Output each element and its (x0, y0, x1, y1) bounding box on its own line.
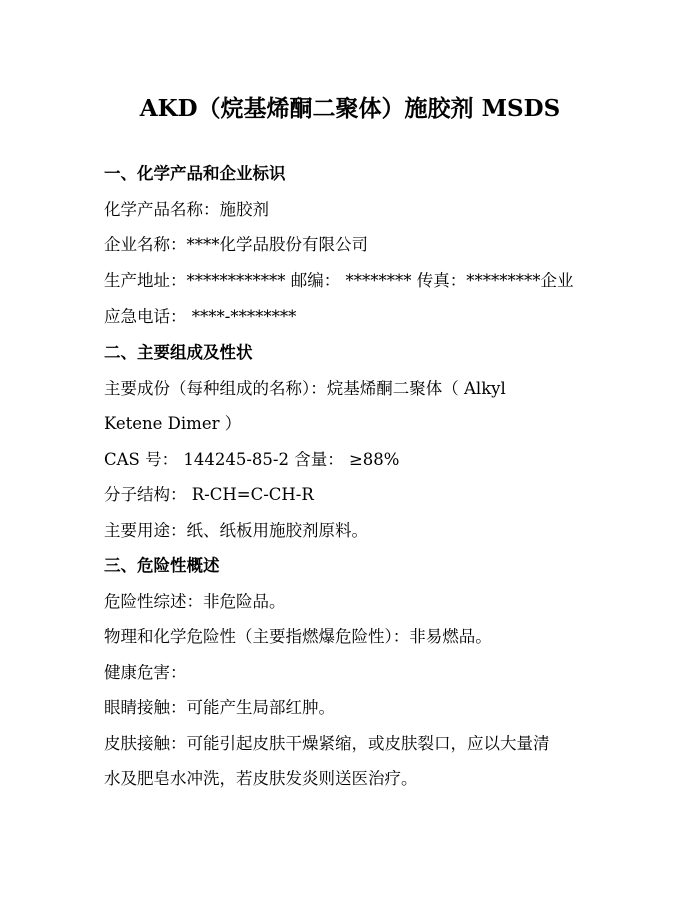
health-hazard-line: 健康危害： (104, 663, 187, 682)
emergency-phone-line: 应急电话： ****-******** (104, 307, 297, 326)
composition-line-1: 主要成份（每种组成的名称）：烷基烯酮二聚体（ Alkyl (104, 379, 506, 398)
address-line: 生产地址：************ 邮编： ******** 传真：*********企业 (104, 271, 574, 290)
section-2-heading: 二、主要组成及性状 (104, 343, 253, 362)
section-3-heading: 三、危险性概述 (104, 556, 220, 575)
main-usage-line: 主要用途：纸、纸板用施胶剂原料。 (104, 521, 368, 540)
composition-line-2: Ketene Dimer ） (104, 414, 242, 433)
product-name-line: 化学产品名称：施胶剂 (104, 200, 269, 219)
physchem-hazard-line: 物理和化学危险性（主要指燃爆危险性）：非易燃品。 (104, 627, 492, 646)
skin-contact-line-2: 水及肥皂水冲洗，若皮肤发炎则送医治疗。 (104, 769, 418, 788)
company-name-line: 企业名称：****化学品股份有限公司 (104, 235, 368, 254)
document-title: AKD（烷基烯酮二聚体）施胶剂 MSDS (139, 95, 561, 122)
eye-contact-line: 眼睛接触：可能产生局部红肿。 (104, 698, 335, 717)
section-1-heading: 一、化学产品和企业标识 (104, 164, 286, 183)
skin-contact-line-1: 皮肤接触：可能引起皮肤干燥紧缩，或皮肤裂口，应以大量清 (104, 734, 550, 753)
molecular-structure-line: 分子结构： R-CH=C-CH-R (104, 485, 314, 504)
hazard-summary-line: 危险性综述：非危险品。 (104, 592, 286, 611)
cas-content-line: CAS 号： 144245-85-2 含量： ≥88% (104, 450, 400, 469)
